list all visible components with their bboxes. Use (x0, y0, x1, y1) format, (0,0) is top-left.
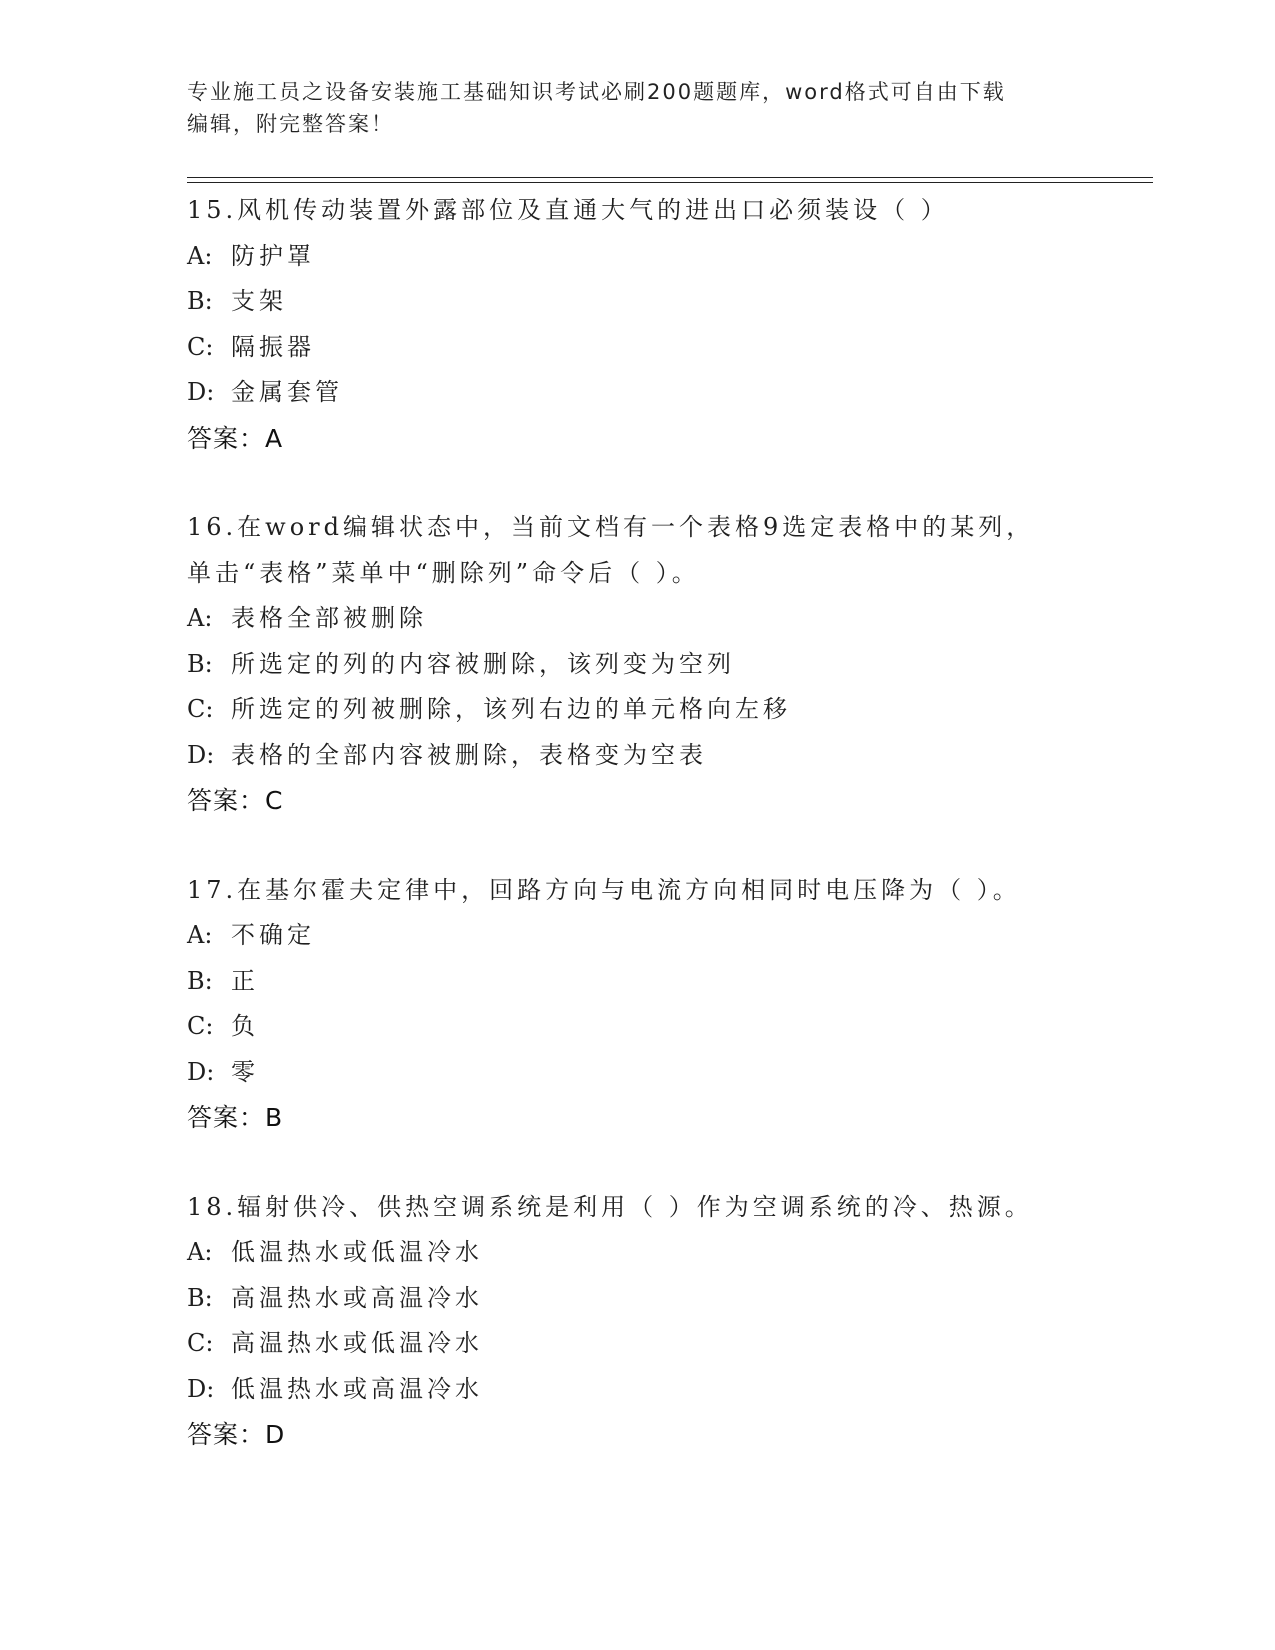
header-title-line-2: 编辑，附完整答案！ (187, 112, 394, 136)
option-d (187, 370, 1087, 416)
option-letter: A: (187, 241, 213, 270)
question-stem: 18.辐射供冷、供热空调系统是利用（ ）作为空调系统的冷、热源。 (187, 1192, 1033, 1221)
option-text: 高温热水或高温冷水 (231, 1283, 483, 1312)
option-letter: D: (187, 740, 215, 769)
question-spacer (187, 1141, 1087, 1185)
option-text: 防护罩 (231, 241, 315, 270)
answer-line: 答案：A (187, 423, 284, 453)
option-text: 表格全部被删除 (231, 604, 427, 632)
question-stem: 17.在基尔霍夫定律中，回路方向与电流方向相同时电压降为（ ）。 (187, 875, 1021, 904)
option-letter: D: (187, 378, 215, 406)
option-letter: A: (187, 604, 213, 632)
option-letter: B: (187, 1283, 213, 1312)
option-text: 所选定的列的内容被删除，该列变为空列 (231, 649, 735, 678)
option-a (187, 234, 1087, 280)
answer-line: 答案：B (187, 1103, 284, 1132)
option-d (187, 1367, 1087, 1413)
option-text: 低温热水或低温冷水 (231, 1238, 483, 1266)
option-d (187, 1050, 1087, 1096)
option-letter: C: (187, 1329, 214, 1357)
question-18 (187, 1185, 1087, 1458)
option-b (187, 959, 1087, 1005)
document-header (187, 76, 1087, 140)
option-text: 负 (231, 1012, 259, 1040)
question-spacer (187, 824, 1087, 868)
option-a (187, 1230, 1087, 1276)
option-text: 不确定 (231, 921, 315, 949)
question-stem-continued: 单击“表格”菜单中“删除列”命令后（ ）。 (187, 558, 700, 587)
option-text: 所选定的列被删除，该列右边的单元格向左移 (231, 695, 791, 723)
header-title-line-1: 专业施工员之设备安装施工基础知识考试必刷200题题库，word格式可自由下载 (187, 80, 1006, 104)
header-divider-top (187, 177, 1153, 178)
option-c (187, 1321, 1087, 1367)
question-16 (187, 505, 1087, 824)
header-divider-bottom (187, 182, 1153, 183)
option-b (187, 642, 1087, 688)
option-letter: D: (187, 1057, 215, 1086)
option-a (187, 596, 1087, 642)
option-letter: B: (187, 649, 213, 678)
option-c (187, 1004, 1087, 1050)
question-stem: 16.在word编辑状态中，当前文档有一个表格9选定表格中的某列， (187, 513, 1035, 541)
option-letter: A: (187, 1238, 213, 1266)
option-text: 金属套管 (231, 378, 343, 406)
option-text: 支架 (231, 287, 287, 315)
option-text: 正 (231, 966, 259, 995)
option-letter: C: (187, 332, 214, 361)
option-letter: C: (187, 695, 214, 723)
question-list (187, 188, 1087, 1458)
option-letter: C: (187, 1012, 214, 1040)
option-letter: A: (187, 921, 213, 949)
answer-line: 答案：D (187, 1420, 286, 1449)
option-a (187, 913, 1087, 959)
option-b (187, 279, 1087, 325)
option-text: 高温热水或低温冷水 (231, 1329, 483, 1357)
option-letter: B: (187, 966, 213, 995)
question-17 (187, 868, 1087, 1141)
option-text: 隔振器 (231, 332, 315, 361)
option-c (187, 325, 1087, 371)
question-15 (187, 188, 1087, 461)
option-text: 零 (231, 1057, 259, 1086)
option-letter: B: (187, 287, 213, 315)
option-b (187, 1276, 1087, 1322)
option-text: 低温热水或高温冷水 (231, 1374, 483, 1403)
option-letter: D: (187, 1374, 215, 1403)
question-stem: 15.风机传动装置外露部位及直通大气的进出口必须装设（ ） (187, 196, 949, 224)
option-c (187, 687, 1087, 733)
option-text: 表格的全部内容被删除，表格变为空表 (231, 740, 707, 769)
option-d (187, 733, 1087, 779)
answer-line: 答案：C (187, 786, 284, 815)
question-spacer (187, 461, 1087, 505)
